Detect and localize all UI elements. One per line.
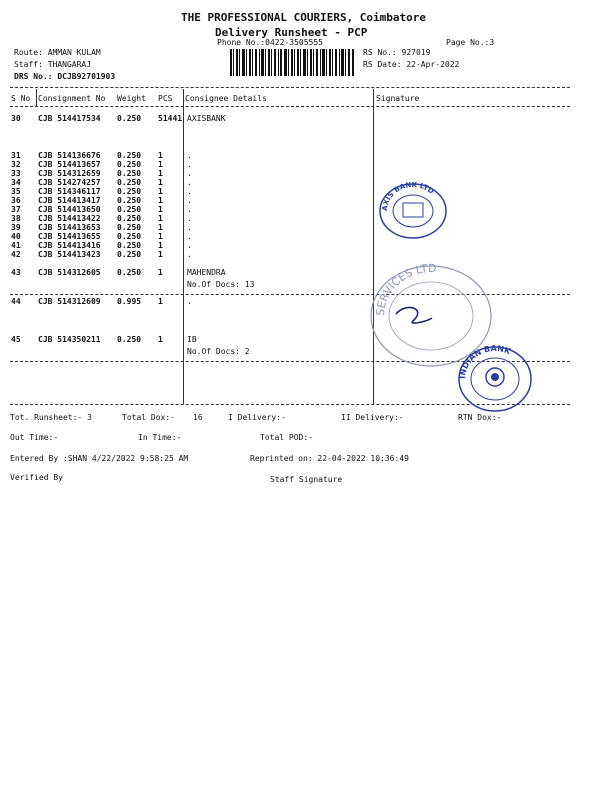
row-weight: 0.250: [117, 187, 142, 196]
row-consignee: .: [187, 214, 192, 223]
in-time: In Time:-: [138, 433, 182, 442]
row-consignment: CJB 514350211: [38, 335, 101, 344]
axis-bank-stamp-text: AXIS BANK LTD: [380, 181, 436, 212]
row-weight: 0.250: [117, 160, 142, 169]
row-consignment: CJB 514413417: [38, 196, 101, 205]
row-consignment: CJB 514346117: [38, 187, 101, 196]
rs-date: RS Date: 22-Apr-2022: [363, 60, 460, 69]
row-sno: 30: [11, 114, 21, 123]
company-name: THE PROFESSIONAL COURIERS, Coimbatore: [181, 11, 427, 24]
row-pcs: 1: [158, 196, 163, 205]
row-pcs: 1: [158, 232, 163, 241]
col-pcs: PCS: [158, 94, 173, 103]
row-sno: 41: [11, 241, 21, 250]
row-consignment: CJB 514413423: [38, 250, 101, 259]
row-consignee: MAHENDRA: [187, 268, 226, 277]
row-weight: 0.250: [117, 335, 142, 344]
indian-bank-stamp-text: INDIAN BANK: [457, 344, 512, 380]
row-weight: 0.250: [117, 214, 142, 223]
row-pcs: 1: [158, 151, 163, 160]
row-consignee: .: [187, 297, 192, 306]
col-divider: [36, 89, 37, 106]
row-weight: 0.250: [117, 232, 142, 241]
col-weight: Weight: [117, 94, 146, 103]
row-pcs: 1: [158, 250, 163, 259]
row-sno: 45: [11, 335, 21, 344]
staff-signature: Staff Signature: [270, 475, 343, 484]
signature-scribble: [396, 307, 432, 323]
services-stamp-text: SERVICES LTD: [373, 262, 437, 317]
reprinted-on: Reprinted on: 22-04-2022 10:36:49: [250, 454, 409, 463]
row-consignment: CJB 514274257: [38, 178, 101, 187]
row-sno: 32: [11, 160, 21, 169]
row-pcs: 1: [158, 223, 163, 232]
row-weight: 0.995: [117, 297, 142, 306]
row-consignee: .: [187, 196, 192, 205]
row-pcs: 1: [158, 268, 163, 277]
col-divider: [183, 89, 184, 404]
total-dox-value: 16: [193, 413, 203, 422]
col-consignee: Consignee Details: [185, 94, 267, 103]
row-pcs: 1: [158, 297, 163, 306]
row-consignment: CJB 514413416: [38, 241, 101, 250]
row-consignee: AXISBANK: [187, 114, 226, 123]
total-runsheet: Tot. Runsheet:- 3: [10, 413, 92, 422]
col-consignment: Consignment No: [38, 94, 106, 103]
row-sno: 31: [11, 151, 21, 160]
rs-number: RS No.: 927019: [363, 48, 431, 57]
row-sno: 35: [11, 187, 21, 196]
row-consignee: .: [187, 151, 192, 160]
svg-text:INDIAN BANK: [458, 344, 513, 379]
row-sno: 43: [11, 268, 21, 277]
page-number: Page No.:3: [446, 38, 495, 47]
svg-text:AXIS BANK LTD: [381, 181, 436, 211]
row-consignment: CJB 514312605: [38, 268, 101, 277]
row-weight: 0.250: [117, 169, 142, 178]
row-pcs: 1: [158, 178, 163, 187]
row-pcs: 1: [158, 187, 163, 196]
row-sno: 42: [11, 250, 21, 259]
total-dox-label: Total Dox:-: [122, 413, 175, 422]
row-weight: 0.250: [117, 250, 142, 259]
row-consignment: CJB 514312609: [38, 297, 101, 306]
row-weight: 0.250: [117, 114, 142, 123]
row-pcs: 1: [158, 241, 163, 250]
row-consignment: CJB 514417534: [38, 114, 101, 123]
row-consignee: .: [187, 160, 192, 169]
drs-number: DRS No.: DCJB92701903: [14, 72, 116, 81]
row-consignee: .: [187, 250, 192, 259]
row-weight: 0.250: [117, 196, 142, 205]
row-consignment: CJB 514413422: [38, 214, 101, 223]
row-consignment: CJB 514413657: [38, 160, 101, 169]
verified-by: Verified By: [10, 473, 63, 482]
i-delivery: I Delivery:-: [228, 413, 286, 422]
row-consignment: CJB 514413653: [38, 223, 101, 232]
table-header-rule: [10, 106, 570, 107]
row-weight: 0.250: [117, 178, 142, 187]
row-consignee: .: [187, 241, 192, 250]
table-top-rule: [10, 87, 570, 88]
row-pcs: 1: [158, 214, 163, 223]
row-weight: 0.250: [117, 205, 142, 214]
row-consignment: CJB 514413655: [38, 232, 101, 241]
row-weight: 0.250: [117, 268, 142, 277]
row-sno: 37: [11, 205, 21, 214]
row-consignee: .: [187, 232, 192, 241]
axis-bank-stamp: [377, 181, 449, 241]
row-sno: 36: [11, 196, 21, 205]
staff: Staff: THANGARAJ: [14, 60, 92, 69]
document-title: Delivery Runsheet - PCP: [215, 26, 368, 39]
row-sno: 44: [11, 297, 21, 306]
total-pod: Total POD:-: [260, 433, 313, 442]
col-sno: S No: [11, 94, 31, 103]
entered-by: Entered By :SHAN 4/22/2022 9:58:25 AM: [10, 454, 189, 463]
row-consignee: .: [187, 169, 192, 178]
row-consignee: .: [187, 223, 192, 232]
rtn-dox: RTN Dox:-: [458, 413, 502, 422]
row-consignment: CJB 514312659: [38, 169, 101, 178]
row-pcs: 51441: [158, 114, 183, 123]
ii-delivery: II Delivery:-: [341, 413, 404, 422]
phone-number: Phone No.:0422-3505555: [217, 38, 323, 47]
row-consignee: .: [187, 187, 192, 196]
out-time: Out Time:-: [10, 433, 59, 442]
row-pcs: 1: [158, 160, 163, 169]
row-sno: 34: [11, 178, 21, 187]
indian-bank-stamp: [455, 344, 535, 414]
group-doc-count: No.Of Docs: 13: [187, 280, 255, 289]
row-weight: 0.250: [117, 223, 142, 232]
row-weight: 0.250: [117, 241, 142, 250]
row-sno: 40: [11, 232, 21, 241]
row-consignee: .: [187, 178, 192, 187]
row-consignee: .: [187, 205, 192, 214]
group-doc-count: No.Of Docs: 2: [187, 347, 250, 356]
row-pcs: 1: [158, 169, 163, 178]
row-consignment: CJB 514413650: [38, 205, 101, 214]
row-weight: 0.250: [117, 151, 142, 160]
barcode: [230, 49, 355, 76]
col-signature: Signature: [376, 94, 420, 103]
row-pcs: 1: [158, 335, 163, 344]
row-consignment: CJB 514136676: [38, 151, 101, 160]
row-consignee: IB: [187, 335, 197, 344]
row-sno: 39: [11, 223, 21, 232]
row-sno: 38: [11, 214, 21, 223]
route: Route: AMMAN KULAM: [14, 48, 101, 57]
row-pcs: 1: [158, 205, 163, 214]
row-sno: 33: [11, 169, 21, 178]
